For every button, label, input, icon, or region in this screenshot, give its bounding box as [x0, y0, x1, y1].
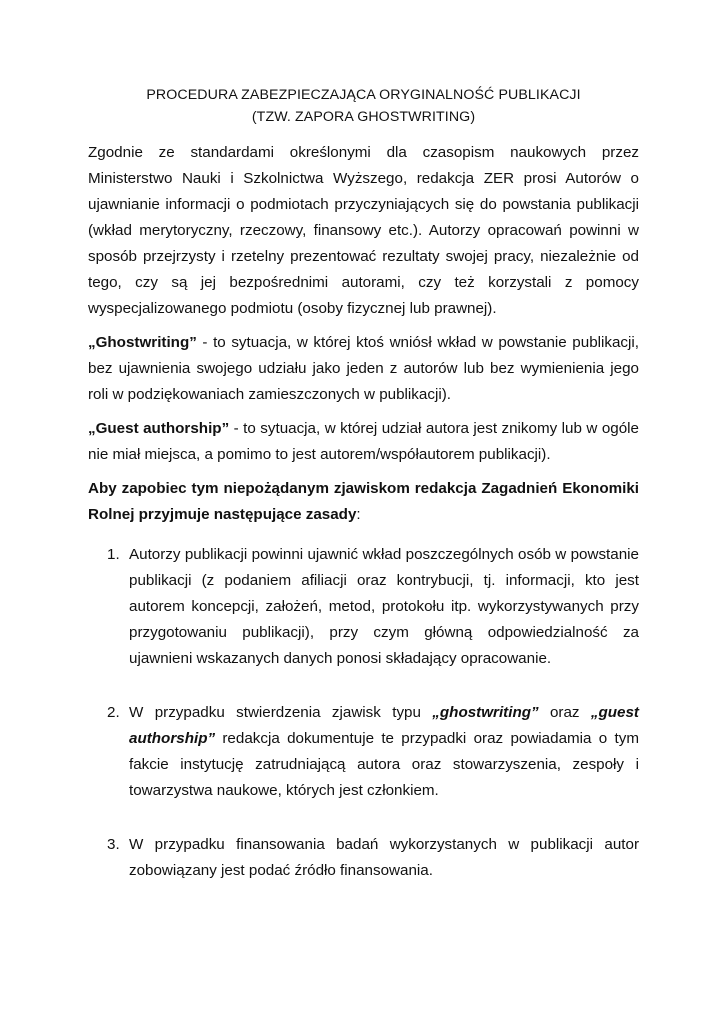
rule-text: Autorzy publikacji powinni ujawnić wkład poszczególnych osób w powstanie publikacji (z podaniem afiliacji oraz kontrybucji, tj. informacji, kto jest autorem koncepcji, założeń, metod, protokołu itp. wykorzystywanych przy przygotowaniu publikacji), przy czym główną odpowiedzialność za ujawnieni wskazanych danych ponosi składający opracowanie.: [129, 546, 639, 667]
rule-number: 3.: [107, 836, 120, 853]
rule-text-part-2: oraz: [538, 704, 591, 721]
title-line-2: (TZW. ZAPORA GHOSTWRITING): [251, 109, 476, 125]
rules-intro: [88, 476, 639, 528]
title-line-1: PROCEDURA ZABEZPIECZAJĄCA ORYGINALNOŚĆ PUBLIKACJI: [146, 87, 581, 103]
rule-text-part-1: W przypadku stwierdzenia zjawisk typu: [129, 704, 433, 721]
rules-intro-colon: :: [356, 506, 361, 523]
ghostwriting-term: „Ghostwriting”: [88, 334, 197, 351]
guest-authorship-term: „Guest authorship”: [88, 420, 230, 437]
ghostwriting-definition: [88, 330, 639, 408]
document-title: [88, 84, 639, 128]
rules-list: [88, 542, 639, 884]
document-page: [88, 84, 639, 912]
intro-paragraph: Zgodnie ze standardami określonymi dla czasopism naukowych przez Ministerstwo Nauki i Szkolnictwa Wyższego, redakcja ZER prosi Autorów o ujawnianie informacji o podmiotach przyczyniających się do powstania publikacji (wkład merytoryczny, rzeczowy, finansowy etc.). Autorzy opracowań powinni w sposób przejrzysty i rzetelny prezentować rezultaty swojej pracy, niezależnie od tego, czy są jej bezpośrednimi autorami, czy też korzystali z pomocy wyspecjalizowanego podmiotu (osoby fizycznej lub prawnej).: [88, 144, 639, 317]
rule-number: 1.: [107, 546, 120, 563]
rule-term-guest-authorship: „guest authorship”: [129, 704, 639, 747]
guest-authorship-definition: [88, 416, 639, 468]
rule-text: W przypadku finansowania badań wykorzystanych w publikacji autor zobowiązany jest podać źródło finansowania.: [129, 836, 639, 879]
ghostwriting-text: - to sytuacja, w której ktoś wniósł wkład w powstanie publikacji, bez ujawnienia swojego udziału jako jeden z autorów lub bez wymienienia jego roli w podziękowaniach zamieszczonych w publikacji).: [88, 334, 639, 403]
rule-term-ghostwriting: „ghostwriting”: [432, 704, 539, 721]
rule-item-3: [88, 832, 639, 884]
rule-item-1: [88, 542, 639, 672]
rules-intro-bold: Aby zapobiec tym niepożądanym zjawiskom redakcja Zagadnień Ekonomiki Rolnej przyjmuje następujące zasady: [88, 480, 639, 523]
rule-number: 2.: [107, 704, 120, 721]
guest-authorship-text: - to sytuacja, w której udział autora jest znikomy lub w ogóle nie miał miejsca, a pomimo to jest autorem/współautorem publikacji).: [88, 420, 640, 463]
rule-item-2: [88, 700, 639, 804]
rule-text-part-3: redakcja dokumentuje te przypadki oraz powiadamia o tym fakcie instytucję zatrudniającą autora oraz stowarzyszenia, zespoły i towarzystwa naukowe, których jest członkiem.: [129, 730, 639, 799]
